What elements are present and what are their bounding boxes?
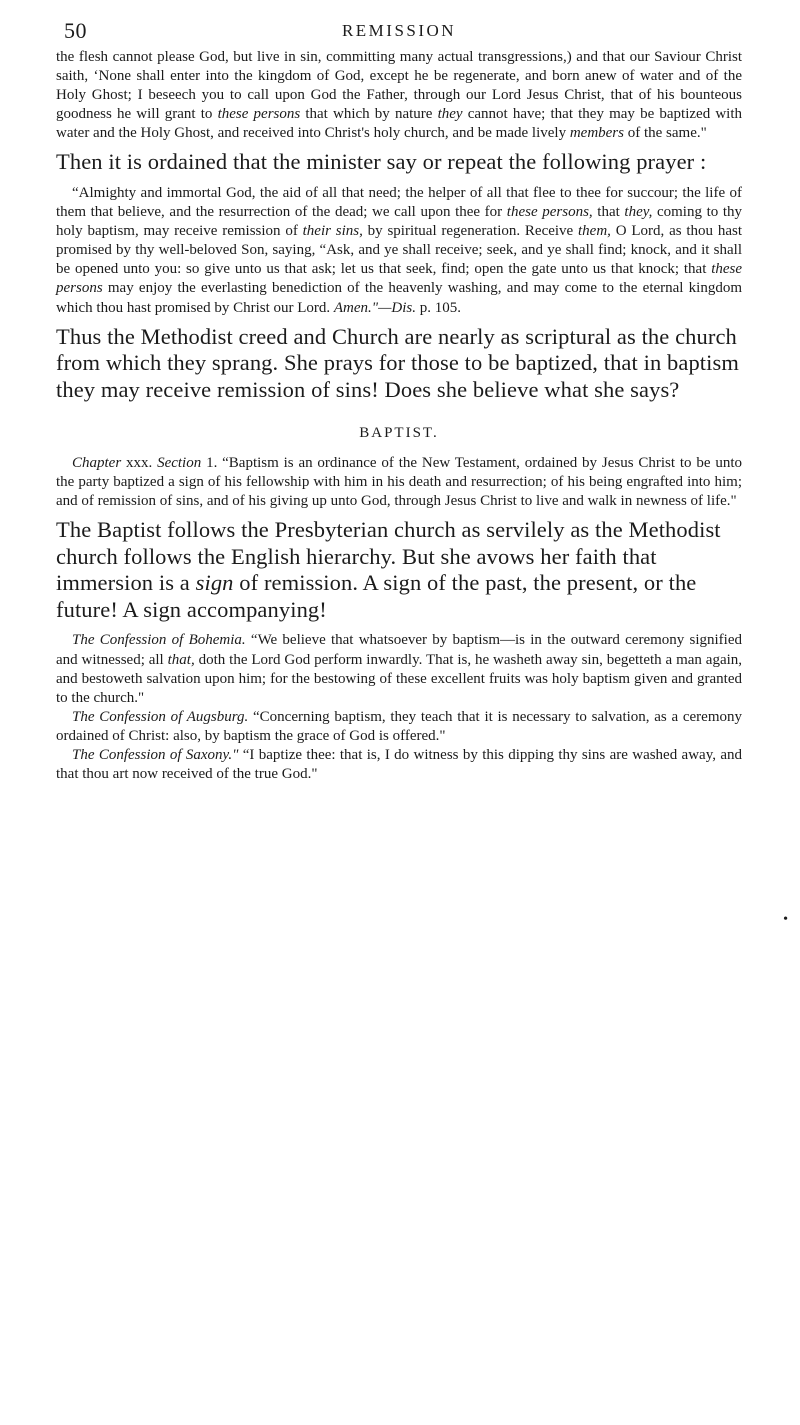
page-header	[56, 16, 742, 48]
commentary-ordained: Then it is ordained that the minister say or repeat the following prayer :	[56, 149, 707, 175]
page-number: 50	[64, 18, 87, 43]
paragraph-exhortation: the flesh cannot please God, but live in sin, committing many actual transgressions,) and that our Saviour Christ saith, ‘None shall enter into the kingdom of God, except he be regenerate, and born anew of water and of the Holy Ghost; I beseech you to call upon God the Father, through our Lord Jesus Christ, that of his bounteous goodness he will grant to these persons that which by nature they cannot have; that they may be baptized with water and the Holy Ghost, and received into Christ's holy church, and be made lively members of the same."	[56, 49, 743, 142]
margin-mark: •	[783, 912, 788, 927]
paragraph-confession-saxony: The Confession of Saxony." “I baptize thee: that is, I do witness by this dipping thy sins are washed away, and that thou art now received of the true God."	[56, 746, 742, 783]
commentary-methodist: Thus the Methodist creed and Church are nearly as scriptural as the church from which they sprang. She prays for those to be baptized, that in baptism they may receive remission of sins! Does she believe what she says?	[56, 323, 739, 402]
running-head: REMISSION	[341, 21, 457, 40]
section-heading-baptist: BAPTIST.	[359, 425, 439, 442]
paragraph-confession-augsburg: The Confession of Augsburg. “Concerning baptism, they teach that it is necessary to salvation, as a ceremony ordained of Christ: also, by baptism the grace of God is offered."	[56, 708, 742, 744]
paragraph-prayer: “Almighty and immortal God, the aid of all that need; the helper of all that flee to thee for succour; the life of them that believe, and the resurrection of the dead; we call upon thee for these persons, that they, coming to thy holy baptism, may receive remission of their sins, by spiritual regeneration. Receive them, O Lord, as thou hast promised by thy well-beloved Son, saying, “Ask, and ye shall receive; seek, and ye shall find; knock, and it shall be opened unto you: so give unto us that ask; let us that seek, find; open the gate unto us that knock; that these persons may enjoy the everlasting benediction of the heavenly washing, and may come to the eternal kingdom which thou hast promised by Christ our Lord. Amen."—Dis. p. 105.	[56, 184, 743, 316]
paragraph-confession-bohemia: The Confession of Bohemia. “We believe that whatsoever by baptism—is in the outward ceremony signified and witnessed; all that, doth the Lord God perform inwardly. That is, he washeth away sin, begetteth a man again, and bestoweth salvation upon him; for the bestowing of these excellent fruits was holy baptism given and granted to the church."	[56, 632, 743, 706]
commentary-baptist: The Baptist follows the Presbyterian church as servilely as the Methodist church follows the English hierarchy. But she avows her faith that immersion is a sign of remission. A sign of the past, the present, or the future! A sign accompanying!	[56, 517, 721, 622]
paragraph-baptist-confession: Chapter xxx. Section 1. “Baptism is an ordinance of the New Testament, ordained by Jesus Christ to be unto the party baptized a sign of his fellowship with him in his death and resurrection; of his being engrafted into him; and of remission of sins, and of his giving up unto God, through Jesus Christ to live and walk in newness of life."	[56, 455, 743, 510]
